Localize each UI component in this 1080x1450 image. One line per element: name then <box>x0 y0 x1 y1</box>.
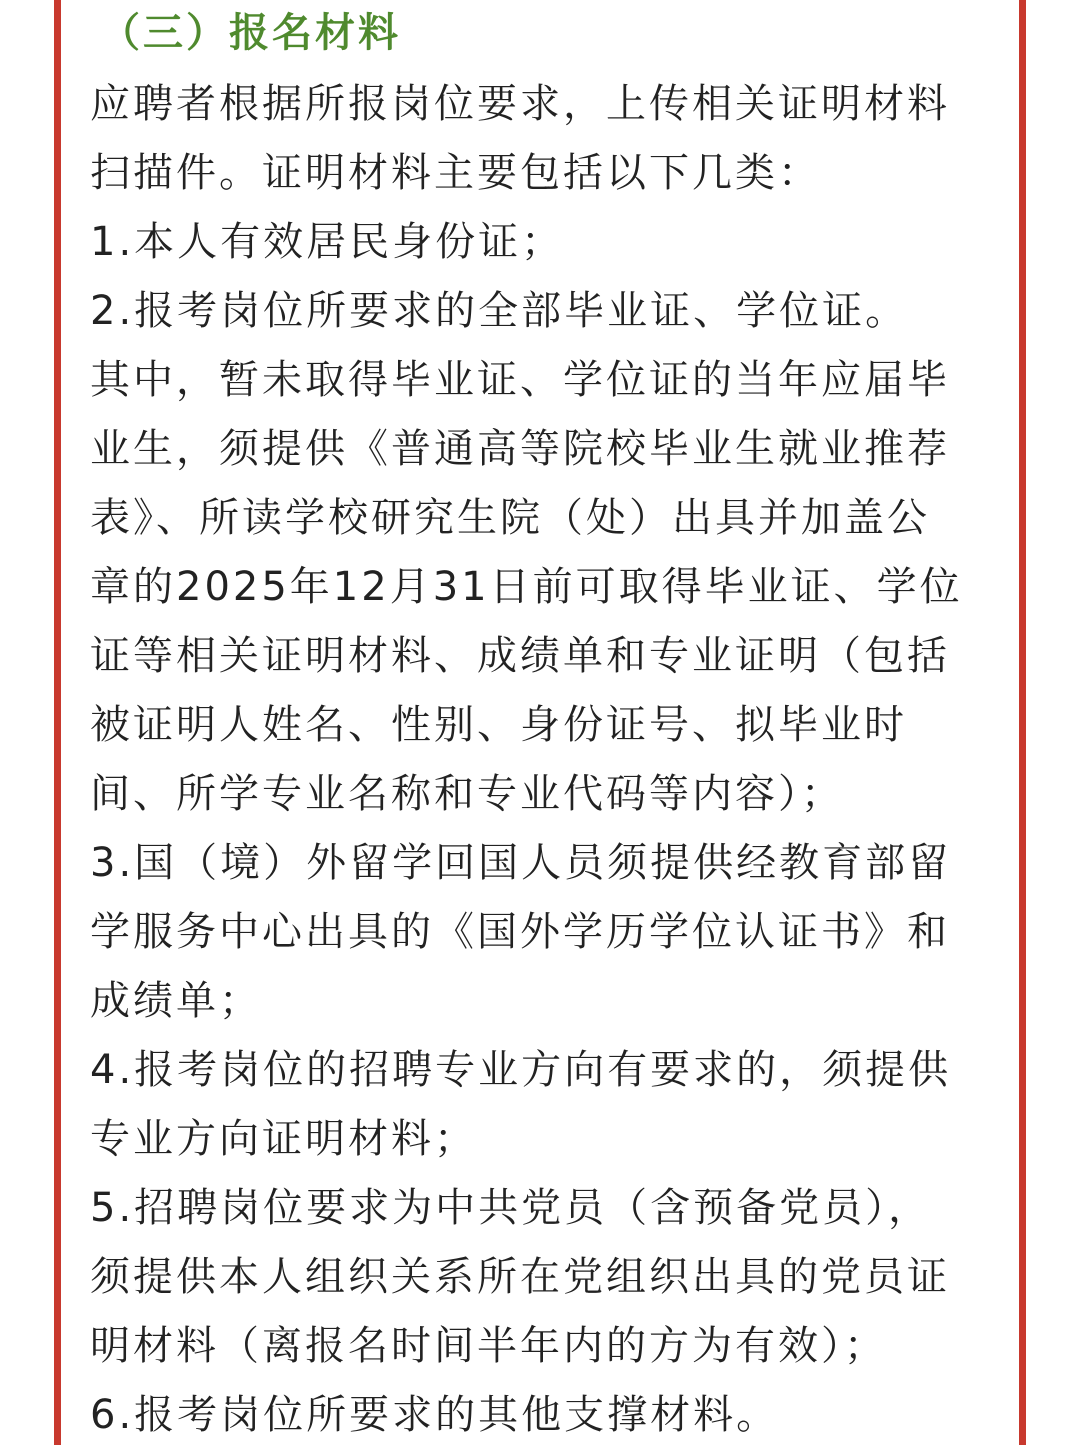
list-item-1: 1.本人有效居民身份证； <box>90 219 565 265</box>
list-item-3: 3.国（境）外留学回国人员须提供经教育部留 <box>90 840 952 886</box>
right-border-line <box>1019 0 1026 1445</box>
list-item-5: 5.招聘岗位要求为中共党员（含预备党员）， <box>90 1185 932 1231</box>
text-line: 学服务中心出具的《国外学历学位认证书》和 <box>90 909 950 955</box>
list-item-2: 2.报考岗位所要求的全部毕业证、学位证。 <box>90 288 909 334</box>
text-line: 须提供本人组织关系所在党组织出具的党员证 <box>90 1254 950 1300</box>
text-line: 间、所学专业名称和专业代码等内容）； <box>90 771 844 817</box>
list-item-6: 6.报考岗位所要求的其他支撑材料。 <box>90 1392 780 1438</box>
text-line: 被证明人姓名、性别、身份证号、拟毕业时 <box>90 702 907 748</box>
section-body <box>90 70 990 1450</box>
text-line: 业生，须提供《普通高等院校毕业生就业推荐 <box>90 426 950 472</box>
list-item-4: 4.报考岗位的招聘专业方向有要求的，须提供 <box>90 1047 952 1093</box>
text-line: 章的2025年12月31日前可取得毕业证、学位 <box>90 564 963 610</box>
text-line: 成绩单； <box>90 978 262 1024</box>
text-line: 应聘者根据所报岗位要求，上传相关证明材料 <box>90 81 950 127</box>
section-title: （三）报名材料 <box>100 10 401 56</box>
text-line: 扫描件。证明材料主要包括以下几类： <box>90 150 821 196</box>
text-line: 表》、所读学校研究生院（处）出具并加盖公 <box>90 495 930 541</box>
text-line: 明材料（离报名时间半年内的方为有效）； <box>90 1323 887 1369</box>
text-line: 证等相关证明材料、成绩单和专业证明（包括 <box>90 633 950 679</box>
left-border-line <box>54 0 61 1445</box>
text-line: 专业方向证明材料； <box>90 1116 477 1162</box>
text-line: 其中，暂未取得毕业证、学位证的当年应届毕 <box>90 357 950 403</box>
